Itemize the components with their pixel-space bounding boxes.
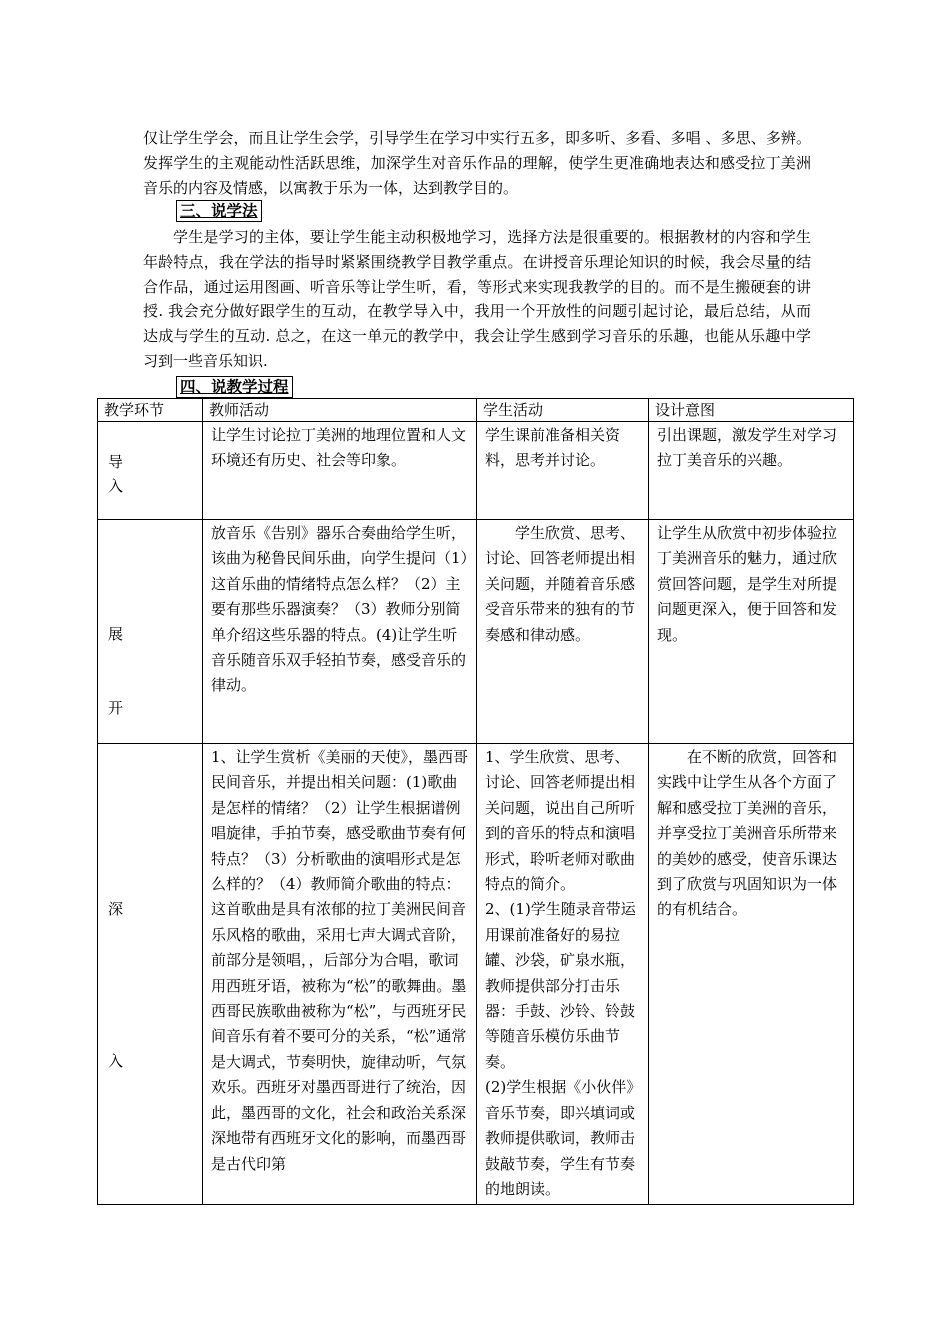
stage-cell: [98, 422, 203, 520]
header-student-activity: 学生活动: [477, 399, 649, 422]
table-header-row: [98, 399, 854, 422]
stage-char: 展: [108, 625, 124, 643]
stage-char: 入: [108, 1052, 124, 1070]
teacher-activity-cell: 让学生讨论拉丁美洲的地理位置和人文环境还有历史、社会等印象。: [203, 422, 477, 520]
table-row: [98, 422, 854, 520]
stage-char: 导: [108, 453, 124, 471]
stage-cell: [98, 744, 203, 1205]
table-row: [98, 520, 854, 744]
table-row: [98, 744, 854, 1205]
student-activity-cell: 学生欣赏、思考、讨论、回答老师提出相关问题，并随着音乐感受音乐带来的独有的节奏感和律动感。: [477, 520, 649, 744]
design-intent-cell: 让学生从欣赏中初步体验拉丁美洲音乐的魅力，通过欣赏回答问题，是学生对所提问题更深入，便于回答和发现。: [649, 520, 854, 744]
student-activity-part-1: 1、学生欣赏、思考、讨论、回答老师提出相关问题，说出自己所听到的音乐的特点和演唱形式，聆听老师对歌曲特点的简介。: [485, 748, 636, 894]
design-intent-cell: 在不断的欣赏，回答和实践中让学生从各个方面了解和感受拉丁美洲的音乐，并享受拉丁美洲音乐所带来的美妙的感受，使音乐课达到了欣赏与巩固知识为一体的有机结合。: [649, 744, 854, 1205]
student-activity-cell: 学生课前准备相关资料，思考并讨论。: [477, 422, 649, 520]
stage-char: 入: [108, 477, 124, 495]
stage-char: 开: [108, 699, 124, 717]
stage-char: 深: [108, 900, 124, 918]
section-heading-teaching-process: 四、说教学过程: [176, 376, 293, 398]
student-activity-cell: [477, 744, 649, 1205]
paragraph-study-method: 学生是学习的主体，要让学生能主动积极地学习，选择方法是很重要的。根据教材的内容和学生年龄特点，我在学法的指导时紧紧围绕教学目教学重点。在讲授音乐理论知识的时候，我会尽量的结合作品，通过运用图画、听音乐等让学生听，看，等形式来实现我教学的目的。而不是生搬硬套的讲授. 我会充分做好跟学生的互动，在教学导入中，我用一个开放性的问题引起讨论，最后总结，从而达成与学生的互动. 总之，在这一单元的教学中，我会让学生感到学习音乐的乐趣，也能从乐趣中学习到一些音乐知识.: [143, 228, 811, 370]
section-heading-study-method: 三、说学法: [176, 200, 262, 222]
design-intent-cell: 引出课题，激发学生对学习拉丁美音乐的兴趣。: [649, 422, 854, 520]
student-activity-part-3: (2)学生根据《小伙伴》音乐节奏，即兴填词或教师提供歌词，教师击鼓敲节奏，学生有节奏的地朗读。: [485, 1078, 642, 1198]
stage-cell: [98, 520, 203, 744]
teacher-activity-cell: 1、让学生赏析《美丽的天使》，墨西哥民间音乐，并提出相关问题：(1)歌曲是怎样的情绪？（2）让学生根据谱例唱旋律，手拍节奏，感受歌曲节奏有何特点？（3）分析歌曲的演唱形式是怎么样的？（4）教师简介歌曲的特点：这首歌曲是具有浓郁的拉丁美洲民间音乐风格的歌曲，采用七声大调式音阶，前部分是领唱，，后部分为合唱，歌词用西班牙语，被称为“松”的歌舞曲。墨西哥民族歌曲被称为“松”，与西班牙民间音乐有着不要可分的关系，“松”通常是大调式，节奏明快，旋律动听，气氛欢乐。西班牙对墨西哥进行了统治，因此，墨西哥的文化，社会和政治关系深深地带有西班牙文化的影响，而墨西哥是古代印第: [203, 744, 477, 1205]
header-teacher-activity: 教师活动: [203, 399, 477, 422]
teacher-activity-cell: 放音乐《告别》器乐合奏曲给学生听，该曲为秘鲁民间乐曲，向学生提问（1）这首乐曲的情绪特点怎么样？（2）主要有那些乐器演奏？（3）教师分别简单介绍这些乐器的特点。(4)让学生听音乐随音乐双手轻拍节奏，感受音乐的律动。: [203, 520, 477, 744]
paragraph-intro: 仅让学生学会，而且让学生会学，引导学生在学习中实行五多，即多听、多看、多唱 、多思、多辨。发挥学生的主观能动性活跃思维，加深学生对音乐作品的理解，使学生更准确地表达和感受拉丁美洲音乐的内容及情感，以寓教于乐为一体，达到教学目的。: [143, 129, 811, 197]
header-design-intent: 设计意图: [649, 399, 854, 422]
header-stage: 教学环节: [98, 399, 203, 422]
teaching-process-table: [97, 398, 854, 1205]
student-activity-part-2: 2、(1)学生随录音带运用课前准备好的易拉罐、沙袋，矿泉水瓶，教师提供部分打击乐器：手鼓、沙铃、铃鼓等随音乐模仿乐曲节奏。: [485, 900, 636, 1071]
